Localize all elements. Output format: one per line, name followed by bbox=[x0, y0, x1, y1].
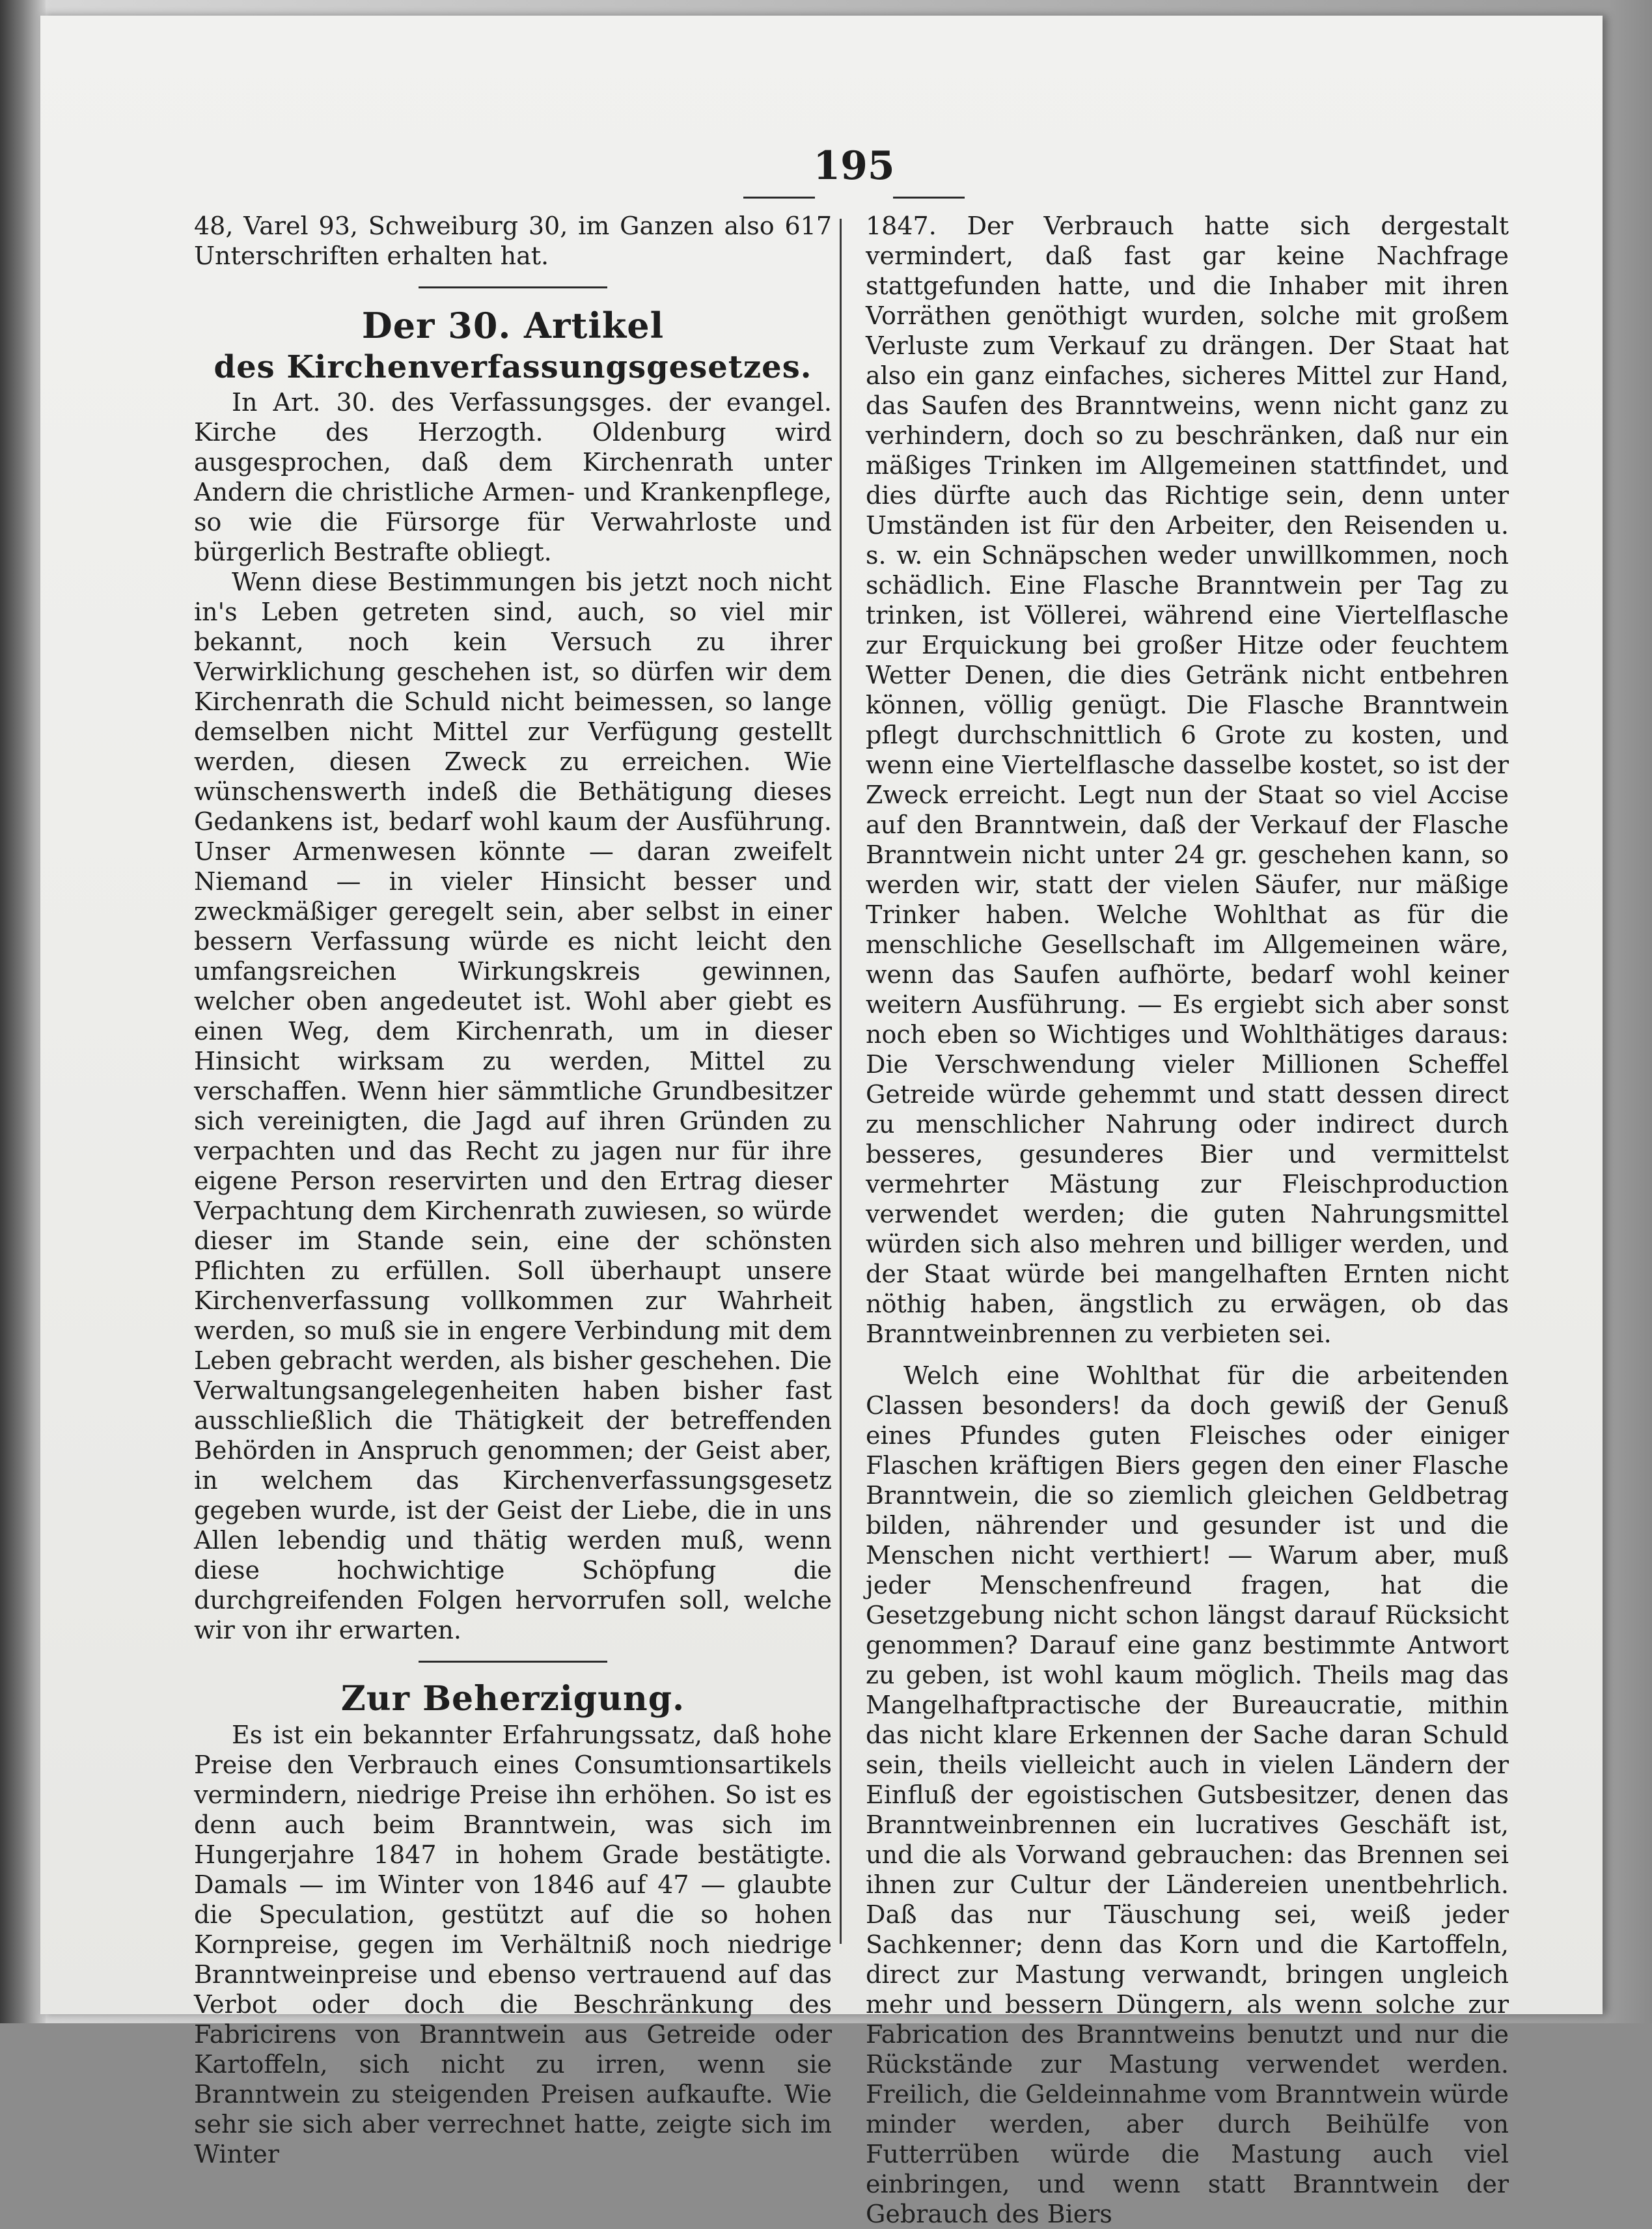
article-paragraph: In Art. 30. des Verfassungsges. der evangel. Kirche des Herzogth. Oldenburg wird ausgesprochen, daß dem Kirchenrath unter Andern die christliche Armen- und Krankenpflege, so wie die Fürsorge für Verwahrloste und bürgerlich Bestrafte obliegt. bbox=[194, 388, 832, 566]
article-paragraph: Welch eine Wohlthat für die arbeitenden Classen besonders! da doch gewiß der Genuß eines Pfundes guten Fleisches oder einiger Flaschen kräftigen Biers gegen den einer Flasche Branntwein, die so ziemlich gleichen Geldbetrag bilden, nährender und gesunder ist und die Menschen nicht verthiert! — Warum aber, muß jeder Menschenfreund fragen, hat die Gesetzgebung nicht schon längst darauf Rücksicht genommen? Darauf eine ganz bestimmte Antwort zu geben, ist wohl kaum möglich. Theils mag das Mangelhaftpractische der Bureaucratie, mithin das nicht klare Erkennen der Sache daran Schuld sein, theils vielleicht auch in vielen Ländern der Einfluß der egoistischen Gutsbesitzer, denen das Branntweinbrennen ein lucratives Geschäft ist, und die als Vorwand gebrauchen: das Brennen sei ihnen zur Cultur der Ländereien unentbehrlich. Daß das nur Täuschung sei, weiß jeder Sachkenner; denn das Korn und die Kartoffeln, direct zur Mastung verwandt, bringen ungleich mehr und bessern Düngern, als wenn solche zur Fabrication des Branntweins benutzt und nur die Rückstände zur Mastung verwendet werden. Freilich, die Geldeinnahme vom Branntwein würde minder werden, aber durch Beihülfe von Futterrüben würde die Mastung auch viel einbringen, und wenn statt Branntwein der Gebrauch des Biers bbox=[866, 1361, 1509, 2228]
article-title: Zur Beherzigung. bbox=[340, 1679, 685, 1719]
page-number: 195 bbox=[813, 143, 895, 189]
article-paragraph: 1847. Der Verbrauch hatte sich dergestalt vermindert, daß fast gar keine Nachfrage stattgefunden hatte, und die Inhaber mit ihren Vorräthen genöthigt wurden, solche mit großem Verluste zum Verkauf zu drängen. Der Staat hat also ein ganz einfaches, sicheres Mittel zur Hand, das Saufen des Branntweins, wenn nicht ganz zu verhindern, doch so zu beschränken, daß nur ein mäßiges Trinken im Allgemeinen stattfindet, und dies dürfte auch das Richtige sein, denn unter Umständen ist für den Arbeiter, den Reisenden u. s. w. ein Schnäpschen weder unwillkommen, noch schädlich. Eine Flasche Branntwein per Tag zu trinken, ist Völlerei, während eine Viertelflasche zur Erquickung bei großer Hitze oder feuchtem Wetter Denen, die dies Getränk nicht entbehren können, völlig genügt. Die Flasche Branntwein pflegt durchschnittlich 6 Grote zu kosten, und wenn eine Viertelflasche dasselbe kostet, so ist der Zweck erreicht. Legt nun der Staat so viel Accise auf den Branntwein, daß der Verkauf der Flasche Branntwein nicht unter 24 gr. geschehen kann, so werden wir, statt der vielen Säufer, nur mäßige Trinker haben. Welche Wohlthat as für die menschliche Gesellschaft im Allgemeinen wäre, wenn das Saufen aufhörte, bedarf wohl keiner weitern Ausführung. — Es ergiebt sich aber sonst noch eben so Wichtiges und Wohlthätiges daraus: Die Verschwendung vieler Millionen Scheffel Getreide würde gehemmt und statt dessen direct zu menschlicher Nahrung oder indirect durch besseres, gesunderes Bier und vermittelst vermehrter Mästung zur Fleischproduction verwendet werden; die guten Nahrungsmittel würden sich also mehren und billiger werden, und der Staat würde bei mangelhaften Ernten nicht nöthig haben, ängstlich zu erwägen, ob das Branntweinbrennen zu verbieten sei. bbox=[866, 212, 1509, 1348]
article-paragraph: Wenn diese Bestimmungen bis jetzt noch nicht in's Leben getreten sind, auch, so viel mir bekannt, noch kein Versuch zu ihrer Verwirklichung geschehen ist, so dürfen wir dem Kirchenrath die Schuld nicht beimessen, so lange demselben nicht Mittel zur Verfügung gestellt werden, diesen Zweck zu erreichen. Wie wünschenswerth indeß die Bethätigung dieses Gedankens ist, bedarf wohl kaum der Ausführung. Unser Armenwesen könnte — daran zweifelt Niemand — in vieler Hinsicht besser und zweckmäßiger geregelt sein, aber selbst in einer bessern Verfassung würde es nicht leicht den umfangsreichen Wirkungskreis gewinnen, welcher oben angedeutet ist. Wohl aber giebt es einen Weg, dem Kirchenrath, um in dieser Hinsicht wirksam zu werden, Mittel zu verschaffen. Wenn hier sämmtliche Grundbesitzer sich vereinigten, die Jagd auf ihren Gründen zu verpachten und das Recht zu jagen nur für ihre eigene Person reservirten und den Ertrag dieser Verpachtung dem Kirchenrath zuwiesen, so würde dieser im Stande sein, eine der schönsten Pflichten zu erfüllen. Soll überhaupt unsere Kirchenverfassung vollkommen zur Wahrheit werden, so muß sie in engere Verbindung mit dem Leben gebracht werden, als bisher geschehen. Die Verwaltungsangelegenheiten haben bisher fast ausschließlich die Thätigkeit der betreffenden Behörden in Anspruch genommen; der Geist aber, in welchem das Kirchenverfassungsgesetz gegeben wurde, ist der Geist der Liebe, die in uns Allen lebendig und thätig werden muß, wenn diese hochwichtige Schöpfung die durchgreifenden Folgen hervorrufen soll, welche wir von ihr erwarten. bbox=[194, 568, 832, 1644]
newspaper-page bbox=[40, 16, 1603, 2228]
right-column bbox=[866, 211, 1509, 2229]
book-binding bbox=[0, 0, 46, 2023]
left-column bbox=[194, 211, 832, 2169]
article-title-line1: Der 30. Artikel bbox=[361, 305, 665, 346]
article-title-line2: des Kirchenverfassungsgesetzes. bbox=[213, 349, 812, 385]
section-rule bbox=[419, 1661, 607, 1663]
header-rule-right bbox=[893, 197, 965, 199]
column-divider bbox=[840, 219, 842, 1944]
section-rule bbox=[419, 286, 607, 288]
article-paragraph: Es ist ein bekannter Erfahrungssatz, daß hohe Preise den Verbrauch eines Consumtionsartikels vermindern, niedrige Preise ihn erhöhen. So ist es denn auch beim Branntwein, was sich im Hungerjahre 1847 in hohem Grade bestätigte. Damals — im Winter von 1846 auf 47 — glaubte die Speculation, gestützt auf die so hohen Kornpreise, gegen im Verhältniß noch niedrige Branntweinpreise und ebenso vertrauend auf das Verbot oder doch die Beschränkung des Fabricirens von Branntwein aus Getreide oder Kartoffeln, sich nicht zu irren, wenn sie Branntwein zu steigenden Preisen aufkaufte. Wie sehr sie sich aber verrechnet hatte, zeigte sich im Winter bbox=[194, 1721, 832, 2168]
paragraph-gap bbox=[866, 1349, 1509, 1361]
header-rule-left bbox=[743, 197, 815, 199]
continuation-text: 48, Varel 93, Schweiburg 30, im Ganzen also 617 Unterschriften erhalten hat. bbox=[194, 212, 832, 270]
